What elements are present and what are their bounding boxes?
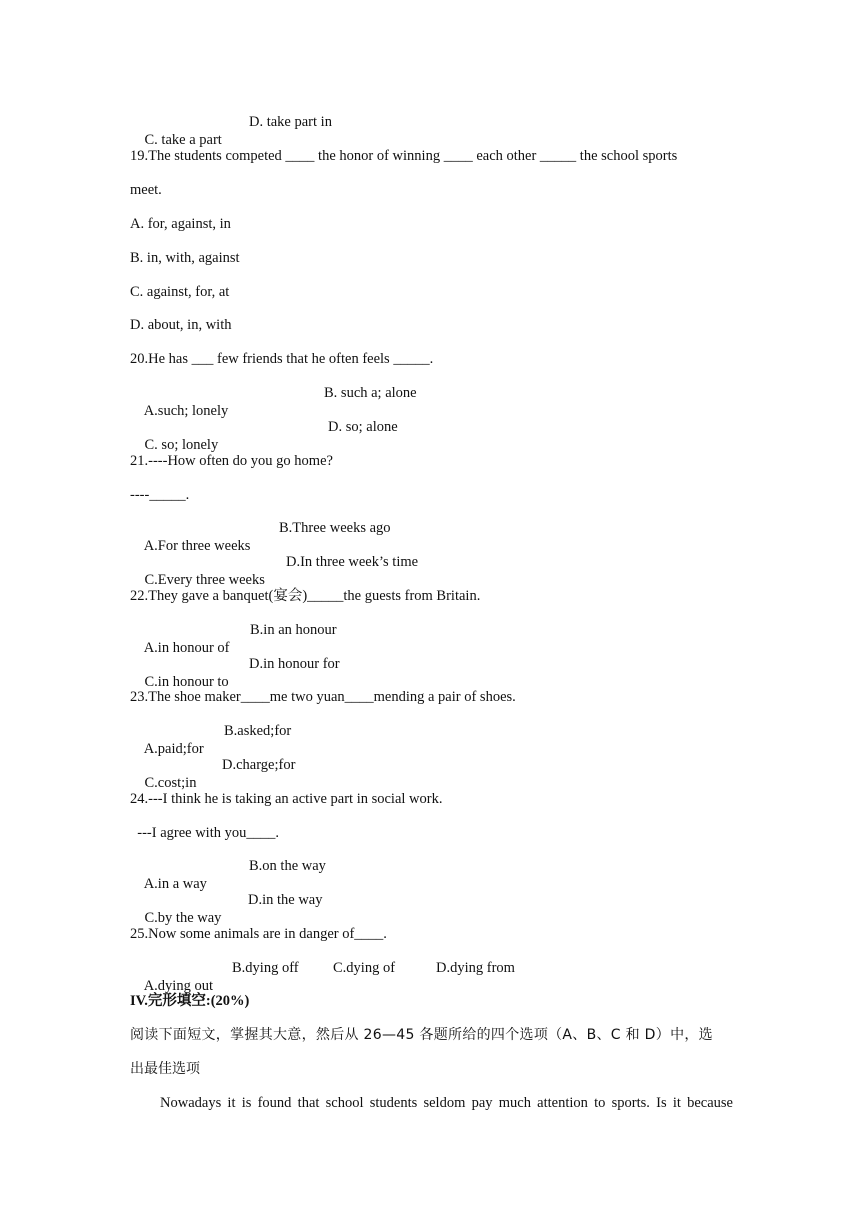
question-24-reply: ---I agree with you____.: [130, 825, 279, 841]
question-19-cont: meet.: [130, 182, 162, 198]
section-heading: IV.完形填空:(20%): [130, 993, 250, 1009]
option-d: D. so; alone: [328, 419, 398, 435]
option-b: B.Three weeks ago: [279, 520, 391, 536]
option-c: C. so; lonely: [144, 437, 219, 453]
option-b: B.asked;for: [224, 723, 292, 739]
option-c: C. take a part: [144, 132, 222, 148]
option-a: A.dying out: [143, 978, 213, 994]
instruction-line: 出最佳选项: [130, 1061, 200, 1077]
option-d: D. take part in: [249, 114, 332, 130]
option-a: A.in honour of: [143, 640, 230, 656]
passage-paragraph: Nowadays it is found that school students seldom pay much attention to sports. Is it because: [160, 1095, 733, 1111]
question-20: 20.He has ___ few friends that he often feels _____.: [130, 351, 434, 367]
option-a: A.such; lonely: [143, 403, 229, 419]
instruction-line: 阅读下面短文，掌握其大意，然后从 26—45 各题所给的四个选项（A、B、C 和 D）中，选: [130, 1027, 713, 1043]
option-b: B.in an honour: [250, 622, 337, 638]
option-c: C. against, for, at: [130, 284, 230, 300]
question-19: 19.The students competed ____ the honor of winning ____ each other _____ the school sports: [130, 148, 678, 164]
option-b: B.on the way: [249, 858, 326, 874]
option-d: D.in honour for: [249, 656, 340, 672]
option-b: B. such a; alone: [324, 385, 417, 401]
option-c: C.dying of: [333, 960, 396, 976]
question-21-reply: ----_____.: [130, 487, 190, 503]
question-23: 23.The shoe maker____me two yuan____mending a pair of shoes.: [130, 689, 516, 705]
option-a: A.in a way: [143, 876, 207, 892]
option-d: D.dying from: [436, 960, 515, 976]
option-b: B. in, with, against: [130, 250, 240, 266]
question-25: 25.Now some animals are in danger of____.: [130, 926, 387, 942]
option-c: C.by the way: [144, 910, 222, 926]
question-22: 22.They gave a banquet(宴会)_____the guests from Britain.: [130, 588, 481, 604]
question-21: 21.----How often do you go home?: [130, 453, 333, 469]
option-a: A.For three weeks: [143, 538, 251, 554]
option-d: D.In three week’s time: [286, 554, 419, 570]
option-d: D.charge;for: [222, 757, 296, 773]
option-c: C.cost;in: [144, 775, 197, 791]
option-d: D. about, in, with: [130, 317, 232, 333]
option-a: A. for, against, in: [130, 216, 231, 232]
option-b: B.dying off: [232, 960, 299, 976]
option-a: A.paid;for: [143, 741, 204, 757]
option-d: D.in the way: [248, 892, 323, 908]
question-24: 24.---I think he is taking an active part in social work.: [130, 791, 443, 807]
option-c: C.in honour to: [144, 674, 229, 690]
option-c: C.Every three weeks: [144, 572, 265, 588]
